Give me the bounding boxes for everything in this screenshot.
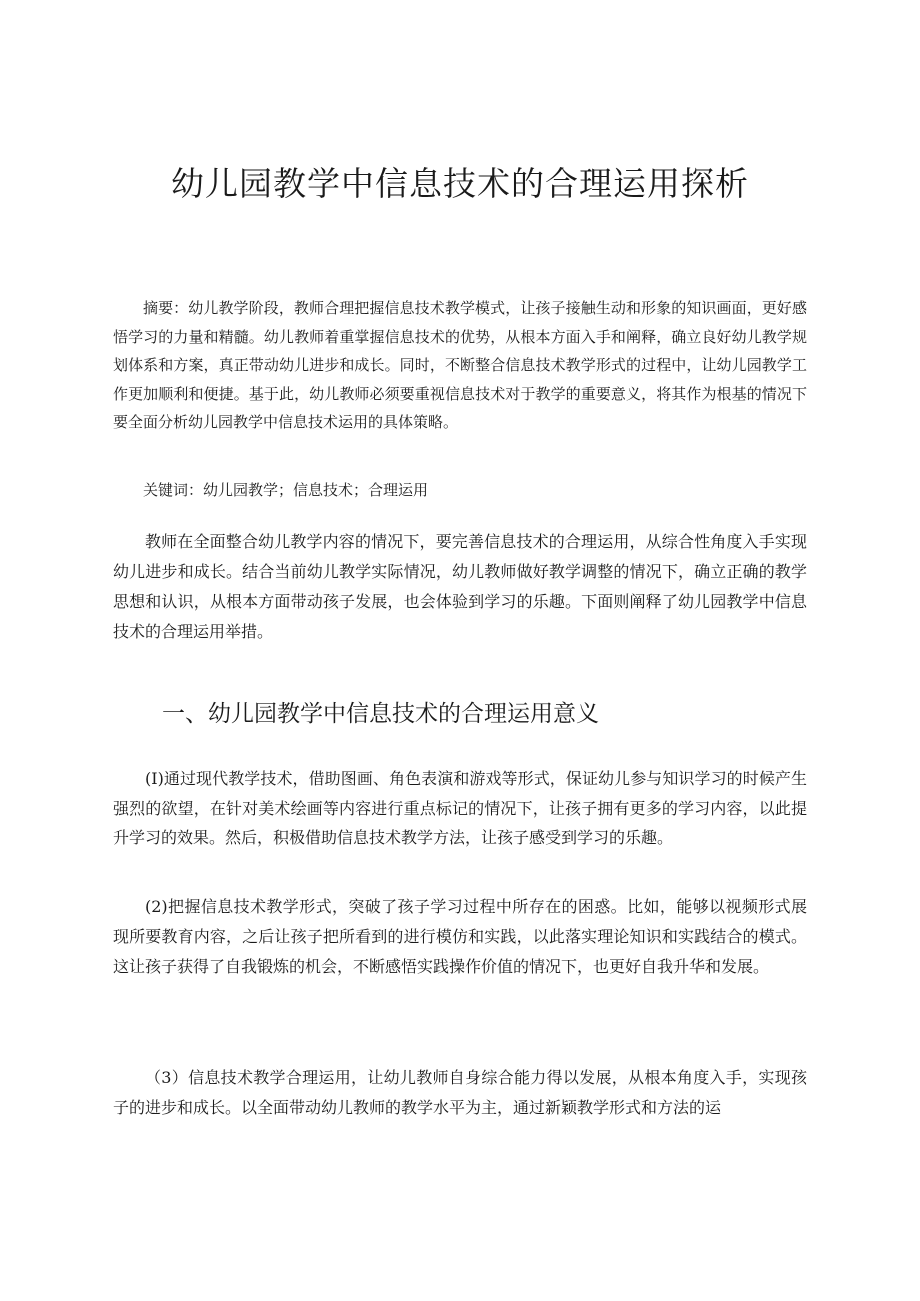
document-title: 幼儿园教学中信息技术的合理运用探析 <box>171 164 749 203</box>
body-paragraph-3: （3）信息技术教学合理运用，让幼儿教师自身综合能力得以发展，从根本角度入手，实现孩子的进步和成长。以全面带动幼儿教师的教学水平为主，通过新颖教学形式和方法的运 <box>113 1068 807 1117</box>
body-paragraph-1: (I)通过现代教学技术，借助图画、角色表演和游戏等形式，保证幼儿参与知识学习的时候产生强烈的欲望，在针对美术绘画等内容进行重点标记的情况下，让孩子拥有更多的学习内容，以此提升学习的效果。然后，积极借助信息技术教学方法，让孩子感受到学习的乐趣。 <box>113 769 807 847</box>
body-paragraph-2: (2)把握信息技术教学形式，突破了孩子学习过程中所存在的困惑。比如，能够以视频形式展现所要教育内容，之后让孩子把所看到的进行模仿和实践，以此落实理论知识和实践结合的模式。这让孩子获得了自我锻炼的机会，不断感悟实践操作价值的情况下，也更好自我升华和发展。 <box>113 897 807 976</box>
abstract-paragraph: 摘要：幼儿教学阶段，教师合理把握信息技术教学模式，让孩子接触生动和形象的知识画面，更好感悟学习的力量和精髓。幼儿教师着重掌握信息技术的优势，从根本方面入手和阐释，确立良好幼儿教学规划体系和方案，真正带动幼儿进步和成长。同时，不断整合信息技术教学形式的过程中，让幼儿园教学工作更加顺利和便捷。基于此，幼儿教师必须要重视信息技术对于教学的重要意义，将其作为根基的情况下要全面分析幼儿园教学中信息技术运用的具体策略。 <box>113 299 807 431</box>
section-heading-1: 一、幼儿园教学中信息技术的合理运用意义 <box>162 701 599 727</box>
intro-paragraph: 教师在全面整合幼儿教学内容的情况下，要完善信息技术的合理运用，从综合性角度入手实现幼儿进步和成长。结合当前幼儿教学实际情况，幼儿教师做好教学调整的情况下，确立正确的教学思想和认识，从根本方面带动孩子发展，也会体验到学习的乐趣。下面则阐释了幼儿园教学中信息技术的合理运用举措。 <box>113 532 807 641</box>
keywords-line: 关键词：幼儿园教学；信息技术；合理运用 <box>143 481 429 499</box>
